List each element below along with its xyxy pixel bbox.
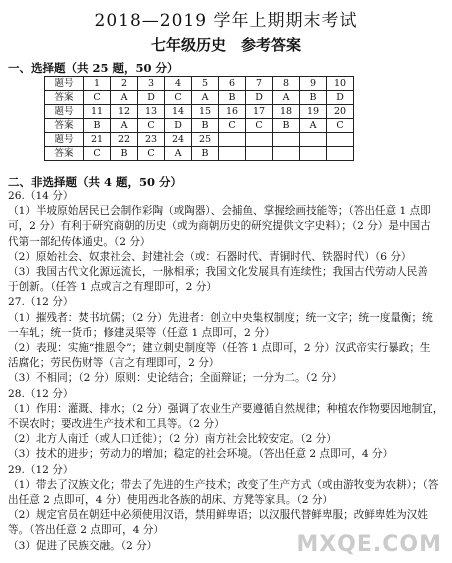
answer-cell: 19: [300, 105, 327, 119]
answer-cell: A: [165, 147, 192, 161]
answer-table: [44, 76, 354, 161]
answer-line: 29.（12 分）: [8, 463, 74, 476]
answer-line: （3）不相同；（2 分）原则：史论结合；全面辩证；一分为二。（2 分）: [8, 372, 343, 385]
answer-cell: [246, 133, 273, 147]
answer-cell: 11: [84, 105, 111, 119]
answer-line: 活腐化；劳民伤财等（言之有理即可，2 分）: [8, 357, 220, 370]
table-row: [45, 77, 354, 91]
answer-cell: B: [192, 119, 219, 133]
answer-cell: [300, 133, 327, 147]
answer-line: （2）规定官员在朝廷中必须使用汉语，禁用鲜卑语；以汉服代替鲜卑服；改鲜卑姓为汉姓: [8, 509, 428, 522]
answer-cell: 21: [84, 133, 111, 147]
answer-line: （3）我国古代文化源远流长，一脉相承；我国文化发展具有连续性；我国古代劳动人民善: [8, 266, 428, 279]
answer-line: （2）原始社会、奴隶社会、封建社会（或：石器时代、青铜时代、铁器时代）（6 分）: [8, 250, 412, 263]
row-label-cell: 答案: [45, 91, 84, 105]
answer-cell: 5: [192, 77, 219, 91]
answer-cell: B: [273, 119, 300, 133]
answer-line: 26.（14 分）: [8, 190, 74, 202]
answer-line: （1）摧残者：焚书坑儒；（2 分）先进者：创立中央集权制度；统一文字；统一度量衡；统: [8, 311, 433, 324]
row-label-cell: 题号: [45, 133, 84, 147]
answer-cell: 4: [165, 77, 192, 91]
answer-cell: 24: [165, 133, 192, 147]
answer-cell: B: [300, 91, 327, 105]
answer-cell: 12: [111, 105, 138, 119]
answer-cell: [327, 133, 354, 147]
answer-cell: D: [165, 119, 192, 133]
answer-cell: [219, 147, 246, 161]
answer-cell: 3: [138, 77, 165, 91]
answer-line: 不误农时；要改进生产技术和工具等。（2 分）: [8, 418, 225, 431]
answer-cell: B: [84, 119, 111, 133]
answer-cell: 25: [192, 133, 219, 147]
answer-line: （2）北方人南迁（或人口迁徙）；（2 分）南方社会比较安定。（2 分）: [8, 433, 337, 446]
answer-cell: 22: [111, 133, 138, 147]
answer-cell: 10: [327, 77, 354, 91]
answer-cell: 13: [138, 105, 165, 119]
answer-line: （3）促进了民族交融。（2 分）: [8, 539, 158, 552]
answer-cell: C: [327, 119, 354, 133]
table-row: [45, 119, 354, 133]
section-multiple-choice-heading: 一、选择题（共 25 题，50 分）: [8, 61, 179, 75]
answer-cell: 6: [219, 77, 246, 91]
answer-cell: 18: [273, 105, 300, 119]
answer-cell: A: [273, 91, 300, 105]
exam-title: 2018—2019 学年上期期末考试: [94, 11, 358, 31]
answer-cell: D: [246, 91, 273, 105]
answer-cell: C: [246, 119, 273, 133]
answer-cell: 15: [192, 105, 219, 119]
answer-lines: [8, 189, 446, 554]
answer-cell: C: [165, 91, 192, 105]
answer-cell: C: [84, 91, 111, 105]
answer-cell: 8: [273, 77, 300, 91]
answer-line: 可，2 分）有利于研究商朝的历史（或为商朝历史的研究提供文字史料）；（2 分）是中国古: [8, 220, 431, 233]
answer-cell: A: [111, 91, 138, 105]
answer-line: （2）表现：实施“推恩令”；建立刺史制度等（任答 1 点即可，2 分）汉武帝实行暴政；生: [8, 342, 431, 355]
answer-cell: 16: [219, 105, 246, 119]
table-row: [45, 105, 354, 119]
answer-line: 一车轧；统一货币；修建灵渠等（任意 1 点即可，2 分）: [8, 326, 276, 339]
answer-cell: 2: [111, 77, 138, 91]
answer-line: 出任意 2 点即可，4 分）使用西北各族的胡床、方凳等家具。（2 分）: [8, 494, 334, 507]
answer-line: 代第一部纪传体通史。（2 分）: [8, 235, 151, 248]
answer-line: （3）技术的进步；劳动力的增加；稳定的社会环境。（答出任意 2 点即可，4 分）: [8, 448, 394, 461]
answer-cell: B: [111, 147, 138, 161]
answer-line: （1）带去了汉族文化；带去了先进的生产技术；改变了生产方式（或由游牧变为农耕）；（答: [8, 478, 439, 491]
answer-key-subtitle: 七年级历史 参考答案: [150, 36, 301, 54]
row-label-cell: 答案: [45, 119, 84, 133]
table-row: [45, 133, 354, 147]
answer-line: （1）半坡原始居民已会制作彩陶（或陶器）、会捕鱼、掌握绘画技能等；（答出任意 1 点即: [8, 205, 431, 218]
answer-cell: [246, 147, 273, 161]
row-label-cell: 题号: [45, 105, 84, 119]
answer-cell: 7: [246, 77, 273, 91]
answer-cell: 17: [246, 105, 273, 119]
answer-cell: B: [192, 147, 219, 161]
answer-cell: D: [327, 91, 354, 105]
row-label-cell: 题号: [45, 77, 84, 91]
site-watermark: MXQE.COM: [296, 532, 442, 557]
answer-cell: C: [138, 147, 165, 161]
answer-cell: A: [192, 91, 219, 105]
answer-cell: 23: [138, 133, 165, 147]
answer-cell: [327, 147, 354, 161]
answer-cell: [273, 133, 300, 147]
section-non-choice-heading: 二、非选择题（共 4 题，50 分）: [8, 175, 183, 189]
row-label-cell: 答案: [45, 147, 84, 161]
answer-line: 27.（12 分）: [8, 296, 74, 309]
answer-cell: B: [219, 91, 246, 105]
answer-cell: A: [300, 119, 327, 133]
answer-cell: [273, 147, 300, 161]
answer-line: 于创新。（任答 1 点或言之有理即可，2 分）: [8, 281, 217, 294]
answer-cell: 1: [84, 77, 111, 91]
answer-cell: D: [138, 91, 165, 105]
answer-line: （1）作用：灌溉、排水；（2 分）强调了农业生产要遵循自然规律；种植农作物要因地制宜，: [8, 402, 444, 415]
answer-line: 等。（答出任意 2 点即可，4 分）: [8, 524, 165, 537]
answer-cell: [300, 147, 327, 161]
answer-cell: C: [138, 119, 165, 133]
answer-cell: C: [84, 147, 111, 161]
answer-cell: C: [219, 119, 246, 133]
answer-cell: 9: [300, 77, 327, 91]
table-row: [45, 91, 354, 105]
answer-cell: [219, 133, 246, 147]
answer-cell: 14: [165, 105, 192, 119]
answer-cell: 20: [327, 105, 354, 119]
answer-cell: A: [111, 119, 138, 133]
answer-line: 28.（12 分）: [8, 387, 74, 400]
table-row: [45, 147, 354, 161]
